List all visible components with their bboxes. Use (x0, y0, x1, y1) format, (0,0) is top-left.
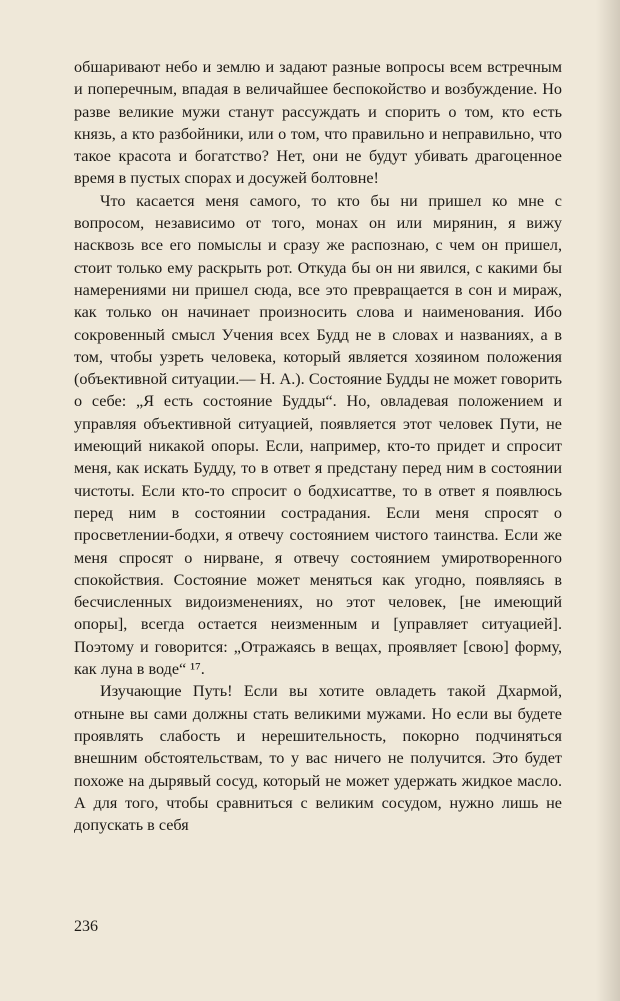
page-number: 236 (74, 918, 98, 935)
page-edge-shadow (596, 0, 620, 1001)
paragraph-3: Изучающие Путь! Если вы хотите овладеть такой Дхармой, отныне вы сами должны стать великими мужами. Но если вы будете проявлять слабость и нерешительность, покорно подчиняться внешним обстоятельствам, то у вас ничего не получится. Это будет похоже на дырявый сосуд, который не может удержать жидкое масло. А для того, чтобы сравниться с великим сосудом, нужно лишь не допускать в себя (74, 682, 562, 835)
body-text (74, 56, 562, 836)
paragraph-2: Что касается меня самого, то кто бы ни пришел ко мне с вопросом, независимо от того, монах он или мирянин, я вижу насквозь все его помыслы и сразу же распознаю, с чем он пришел, стоит только ему раскрыть рот. Откуда бы он ни явился, с какими бы намерениями ни пришел сюда, все это превращается в сон и мираж, как только он начинает произносить слова и наименования. Ибо сокровенный смысл Учения всех Будд не в словах и названиях, а в том, чтобы узреть человека, который является хозяином положения (объективной ситуации.— Н. А.). Состояние Будды не может говорить о себе: „Я есть состояние Будды“. Но, овладевая положением и управляя объективной ситуацией, появляется этот человек Пути, не имеющий никакой опоры. Если, например, кто-то придет и спросит меня, как искать Будду, то в ответ я предстану перед ним в состоянии чистоты. Если кто-то спросит о бодхисаттве, то в ответ я появлюсь перед ним в состоянии сострадания. Если меня спросят о просветлении-бодхи, я отвечу состоянием чистого таинства. Если же меня спросят о нирване, я отвечу состоянием умиротворенного спокойствия. Состояние может меняться как угодно, появляясь в бесчисленных видоизменениях, но этот человек, [не имеющий опоры], всегда остается неизменным и [управляет ситуацией]. Поэтому и говорится: „Отражаясь в вещах, проявляет [свою] форму, как луна в воде“ ¹⁷. (74, 191, 562, 679)
paragraph-1: обшаривают небо и землю и задают разные вопросы всем встречным и поперечным, впадая в величайшее беспокойство и возбуждение. Но разве великие мужи станут рассуждать и спорить о том, кто есть князь, а кто разбойники, или о том, что правильно и неправильно, что такое красота и богатство? Нет, они не будут убивать драгоценное время в пустых спорах и досужей болтовне! (74, 58, 562, 188)
